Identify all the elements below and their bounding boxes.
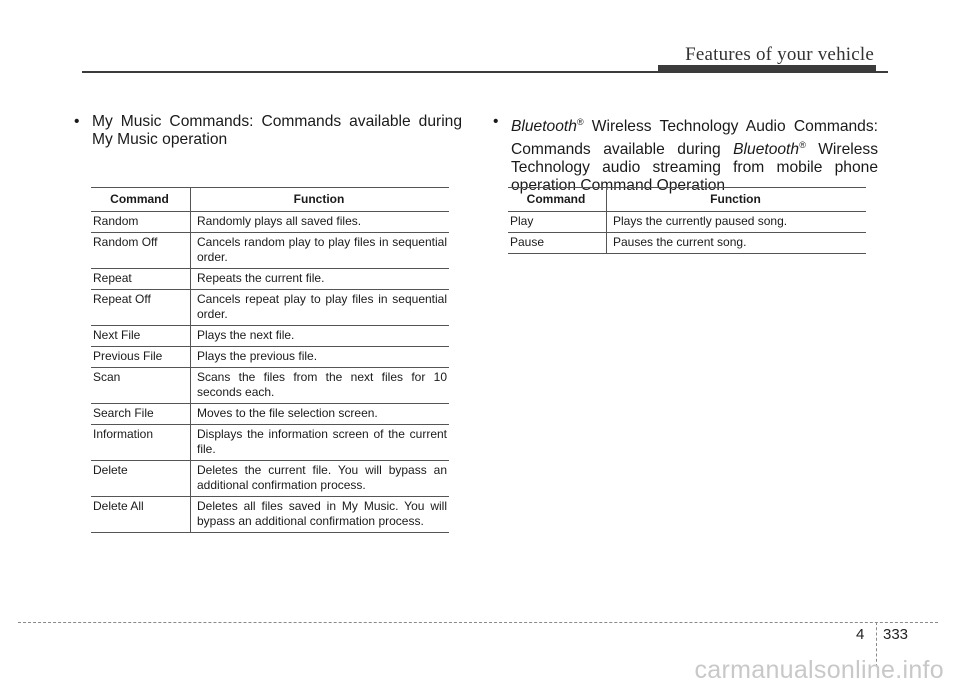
- my-music-commands-table: [91, 187, 449, 533]
- command-cell: Repeat: [91, 269, 191, 290]
- my-music-intro: [74, 113, 462, 149]
- bluetooth-intro-part1: Wireless Technology Audio Commands: Commands available during: [511, 118, 878, 159]
- my-music-intro-text: My Music Commands: Commands available during My Music operation: [92, 113, 462, 148]
- registered-mark: ®: [576, 117, 584, 127]
- function-cell: Scans the files from the next files for 10 seconds each.: [191, 368, 450, 404]
- section-title: Features of your vehicle: [685, 44, 874, 65]
- command-cell: Play: [508, 212, 607, 233]
- command-cell: Delete: [91, 461, 191, 497]
- table-row: [508, 233, 866, 254]
- bluetooth-intro-part2: Wireless Technology audio streaming from mobile phone operation Command Operation: [511, 141, 878, 195]
- table-row: [91, 425, 449, 461]
- bullet-marker: •: [74, 113, 80, 130]
- function-cell: Cancels random play to play files in sequential order.: [191, 233, 450, 269]
- column-header-command: Command: [91, 188, 191, 212]
- table-row: [91, 347, 449, 368]
- function-cell: Randomly plays all saved files.: [191, 212, 450, 233]
- table-row: [91, 212, 449, 233]
- bluetooth-brand: Bluetooth: [733, 141, 800, 159]
- table-header-row: [508, 188, 866, 212]
- table-row: [91, 326, 449, 347]
- function-cell: Plays the previous file.: [191, 347, 450, 368]
- function-cell: Plays the next file.: [191, 326, 450, 347]
- header-rule-accent: [658, 65, 876, 73]
- command-cell: Information: [91, 425, 191, 461]
- bluetooth-intro-text: [511, 113, 878, 195]
- column-header-command: Command: [508, 188, 607, 212]
- footer-rule: [18, 622, 938, 623]
- command-cell: Random: [91, 212, 191, 233]
- registered-mark: ®: [799, 140, 806, 151]
- watermark: carmanualsonline.info: [694, 656, 944, 684]
- page-number: 333: [883, 626, 909, 643]
- table-row: [91, 368, 449, 404]
- function-cell: Pauses the current song.: [607, 233, 867, 254]
- table-header-row: [91, 188, 449, 212]
- bluetooth-intro: [493, 113, 878, 195]
- function-cell: Deletes the current file. You will bypass an additional confirmation process.: [191, 461, 450, 497]
- function-cell: Repeats the current file.: [191, 269, 450, 290]
- bluetooth-brand: Bluetooth: [511, 118, 577, 136]
- command-cell: Repeat Off: [91, 290, 191, 326]
- bullet-marker: •: [493, 113, 499, 130]
- table-row: [91, 497, 449, 533]
- table-row: [91, 461, 449, 497]
- table-row: [91, 233, 449, 269]
- function-cell: Deletes all files saved in My Music. You will bypass an additional confirmation process.: [191, 497, 450, 533]
- table-row: [91, 269, 449, 290]
- command-cell: Scan: [91, 368, 191, 404]
- table-row: [508, 212, 866, 233]
- command-cell: Random Off: [91, 233, 191, 269]
- column-header-function: Function: [607, 188, 867, 212]
- table-row: [91, 290, 449, 326]
- function-cell: Displays the information screen of the current file.: [191, 425, 450, 461]
- command-cell: Next File: [91, 326, 191, 347]
- command-cell: Delete All: [91, 497, 191, 533]
- bluetooth-commands-table: [508, 187, 866, 254]
- function-cell: Moves to the file selection screen.: [191, 404, 450, 425]
- command-cell: Pause: [508, 233, 607, 254]
- function-cell: Cancels repeat play to play files in sequential order.: [191, 290, 450, 326]
- table-row: [91, 404, 449, 425]
- chapter-number: 4: [856, 626, 865, 643]
- function-cell: Plays the currently paused song.: [607, 212, 867, 233]
- command-cell: Previous File: [91, 347, 191, 368]
- column-header-function: Function: [191, 188, 450, 212]
- command-cell: Search File: [91, 404, 191, 425]
